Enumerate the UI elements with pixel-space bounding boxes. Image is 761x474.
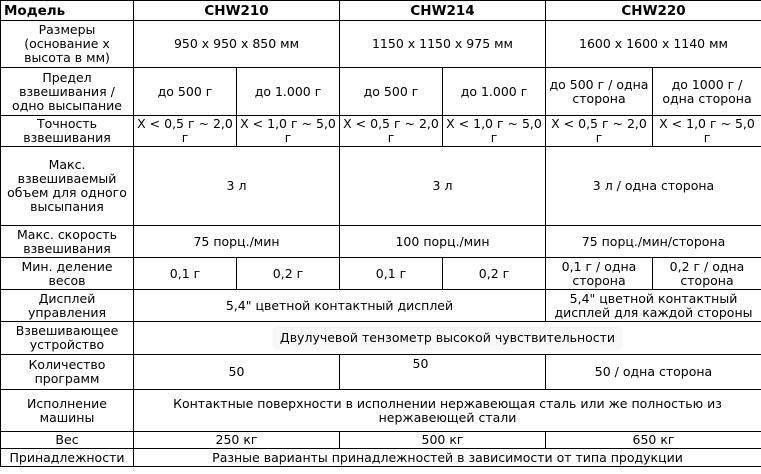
model-header: Модель — [1, 1, 134, 21]
accuracy-label: Точность взвешивания — [1, 116, 134, 147]
size-label: Размеры (основание х высота в мм) — [1, 21, 134, 68]
execution-value: Контактные поверхности в исполнении нержавеющая сталь или же полностью из нержавеющей стали — [134, 390, 761, 432]
programs-chw210: 50 — [134, 355, 340, 390]
execution-row — [1, 390, 761, 432]
device-value-cell — [134, 322, 761, 355]
accuracy-chw220-b: X < 1,0 г ~ 5,0 г — [653, 116, 761, 147]
speed-chw210: 75 порц./мин — [134, 226, 340, 258]
accuracy-chw210-a: X < 0,5 г ~ 2,0 г — [134, 116, 237, 147]
division-chw210-a: 0,1 г — [134, 258, 237, 290]
accuracy-chw210-b: X < 1,0 г ~ 5,0 г — [237, 116, 340, 147]
weight-label: Вес — [1, 432, 134, 449]
weight-row — [1, 432, 761, 449]
header-row — [1, 1, 761, 21]
display-chw220: 5,4" цветной контактный дисплей для каждой стороны — [546, 290, 761, 322]
device-label: Взвешивающее устройство — [1, 322, 134, 355]
weight-chw210: 250 кг — [134, 432, 340, 449]
division-chw214-a: 0,1 г — [340, 258, 443, 290]
division-chw220-b: 0,2 г / одна сторона — [653, 258, 761, 290]
speed-chw214: 100 порц./мин — [340, 226, 546, 258]
programs-label: Количество программ — [1, 355, 134, 390]
accuracy-chw220-a: X < 0,5 г ~ 2,0 г — [546, 116, 653, 147]
division-label: Мин. деление весов — [1, 258, 134, 290]
volume-chw214: 3 л — [340, 147, 546, 226]
device-row — [1, 322, 761, 355]
division-chw210-b: 0,2 г — [237, 258, 340, 290]
limit-chw210-a: до 500 г — [134, 68, 237, 116]
display-chw210-chw214: 5,4" цветной контактный дисплей — [134, 290, 546, 322]
limit-label: Предел взвешивания / одно высыпание — [1, 68, 134, 116]
speed-row — [1, 226, 761, 258]
programs-chw220: 50 / одна сторона — [546, 355, 761, 390]
limit-chw210-b: до 1.000 г — [237, 68, 340, 116]
model-chw210-header: CHW210 — [134, 1, 340, 21]
speed-label: Макс. скорость взвешивания — [1, 226, 134, 258]
model-chw214-header: CHW214 — [340, 1, 546, 21]
weight-chw220: 650 кг — [546, 432, 761, 449]
size-chw220: 1600 х 1600 х 1140 мм — [546, 21, 761, 68]
programs-row — [1, 355, 761, 390]
size-row — [1, 21, 761, 68]
device-value: Двулучевой тензометр высокой чувствительности — [274, 328, 621, 348]
weight-chw214: 500 кг — [340, 432, 546, 449]
accessories-row — [1, 449, 761, 467]
limit-row — [1, 68, 761, 116]
model-chw220-header: CHW220 — [546, 1, 761, 21]
accessories-value: Разные варианты принадлежностей в зависимости от типа продукции — [134, 449, 761, 467]
size-chw210: 950 х 950 х 850 мм — [134, 21, 340, 68]
programs-chw214-cell — [340, 355, 546, 390]
size-chw214: 1150 х 1150 х 975 мм — [340, 21, 546, 68]
volume-chw220: 3 л / одна сторона — [546, 147, 761, 226]
limit-chw214-a: до 500 г — [340, 68, 443, 116]
display-row — [1, 290, 761, 322]
division-chw220-a: 0,1 г / одна сторона — [546, 258, 653, 290]
division-row — [1, 258, 761, 290]
division-chw214-b: 0,2 г — [443, 258, 546, 290]
speed-chw220: 75 порц./мин/сторона — [546, 226, 761, 258]
volume-row — [1, 147, 761, 226]
execution-label: Исполнение машины — [1, 390, 134, 432]
limit-chw220-b: до 1000 г / одна сторона — [653, 68, 761, 116]
accessories-label: Принадлежности — [1, 449, 134, 467]
accuracy-row — [1, 116, 761, 147]
display-label: Дисплей управления — [1, 290, 134, 322]
volume-label: Макс. взвешиваемый объем для одного высыпания — [1, 147, 134, 226]
limit-chw220-a: до 500 г / одна сторона — [546, 68, 653, 116]
accuracy-chw214-b: X < 1,0 г ~ 5,0 г — [443, 116, 546, 147]
volume-chw210: 3 л — [134, 147, 340, 226]
accuracy-chw214-a: X < 0,5 г ~ 2,0 г — [340, 116, 443, 147]
programs-chw214: 50 — [412, 356, 429, 371]
limit-chw214-b: до 1.000 г — [443, 68, 546, 116]
